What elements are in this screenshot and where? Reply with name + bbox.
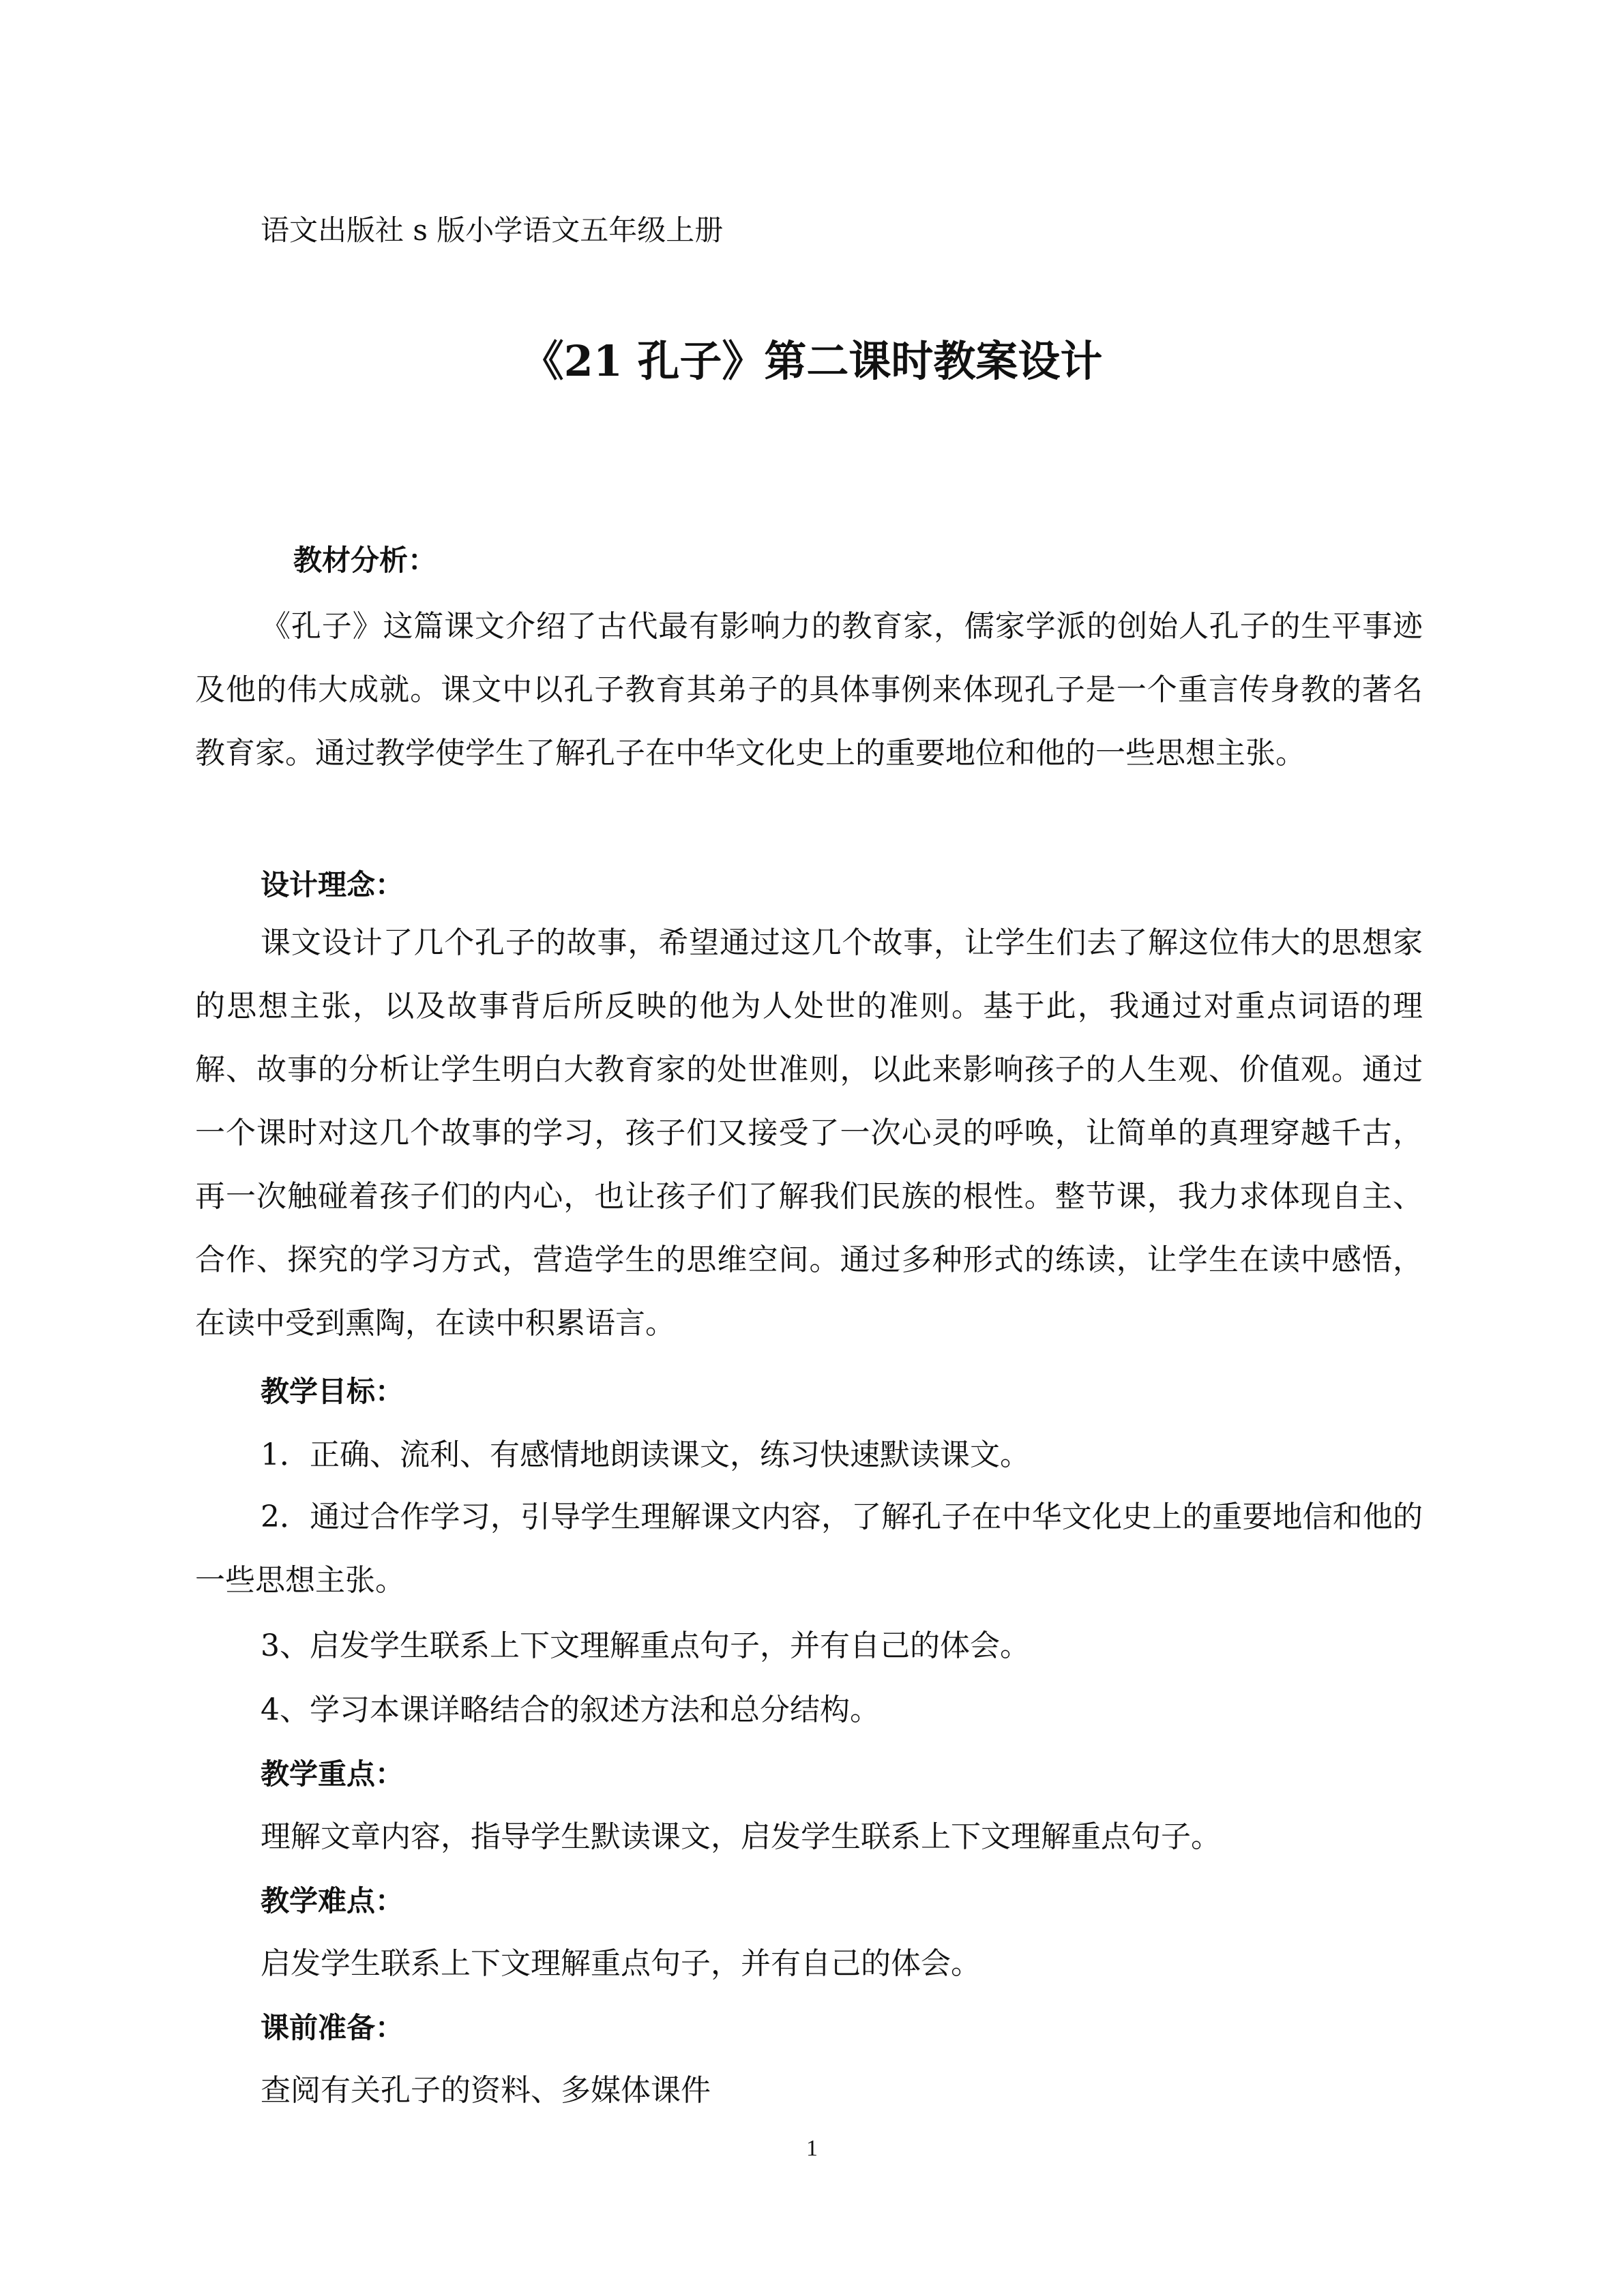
text-key-points: 理解文章内容，指导学生默读课文，启发学生联系上下文理解重点句子。 <box>261 1819 1221 1854</box>
text-difficulties: 启发学生联系上下文理解重点句子，并有自己的体会。 <box>261 1946 981 1981</box>
heading-key-points: 教学重点： <box>261 1757 404 1791</box>
publisher-line: 语文出版社 s 版小学语文五年级上册 <box>261 213 724 247</box>
heading-teaching-goals: 教学目标： <box>261 1375 404 1408</box>
page-number: 1 <box>806 2136 818 2161</box>
heading-textbook-analysis: 教材分析： <box>293 543 437 577</box>
heading-preparation: 课前准备： <box>261 2011 404 2044</box>
goal-item-3: 3、启发学生联系上下文理解重点句子，并有自己的体会。 <box>261 1628 1030 1663</box>
paragraph-textbook-analysis: 《孔子》这篇课文介绍了古代最有影响力的教育家，儒家学派的创始人孔子的生平事迹及他的伟大成就。课文中以孔子教育其弟子的具体事例来体现孔子是一个重言传身教的著名教育家。通过教学使学生了解孔子在中华文化史上的重要地位和他的一些思想主张。 <box>195 609 1423 771</box>
heading-design-concept: 设计理念： <box>261 868 404 901</box>
goal-item-4: 4、学习本课详略结合的叙述方法和总分结构。 <box>261 1693 880 1727</box>
heading-difficulties: 教学难点： <box>261 1884 404 1918</box>
page-title: 《21 孔子》第二课时教案设计 <box>521 336 1103 386</box>
text-preparation: 查阅有关孔子的资料、多媒体课件 <box>261 2073 711 2108</box>
paragraph-design-concept: 课文设计了几个孔子的故事，希望通过这几个故事，让学生们去了解这位伟大的思想家的思想主张，以及故事背后所反映的他为人处世的准则。基于此，我通过对重点词语的理解、故事的分析让学生明白大教育家的处世准则，以此来影响孩子的人生观、价值观。通过一个课时对这几个故事的学习，孩子们又接受了一次心灵的呼唤，让简单的真理穿越千古，再一次触碰着孩子们的内心，也让孩子们了解我们民族的根性。整节课，我力求体现自主、合作、探究的学习方式，营造学生的思维空间。通过多种形式的练读，让学生在读中感悟，在读中受到熏陶，在读中积累语言。 <box>195 925 1423 1341</box>
goal-item-2: 2．通过合作学习，引导学生理解课文内容，了解孔子在中华文化史上的重要地信和他的一些思想主张。 <box>195 1500 1423 1598</box>
goal-item-1: 1．正确、流利、有感情地朗读课文，练习快速默读课文。 <box>261 1437 1030 1472</box>
